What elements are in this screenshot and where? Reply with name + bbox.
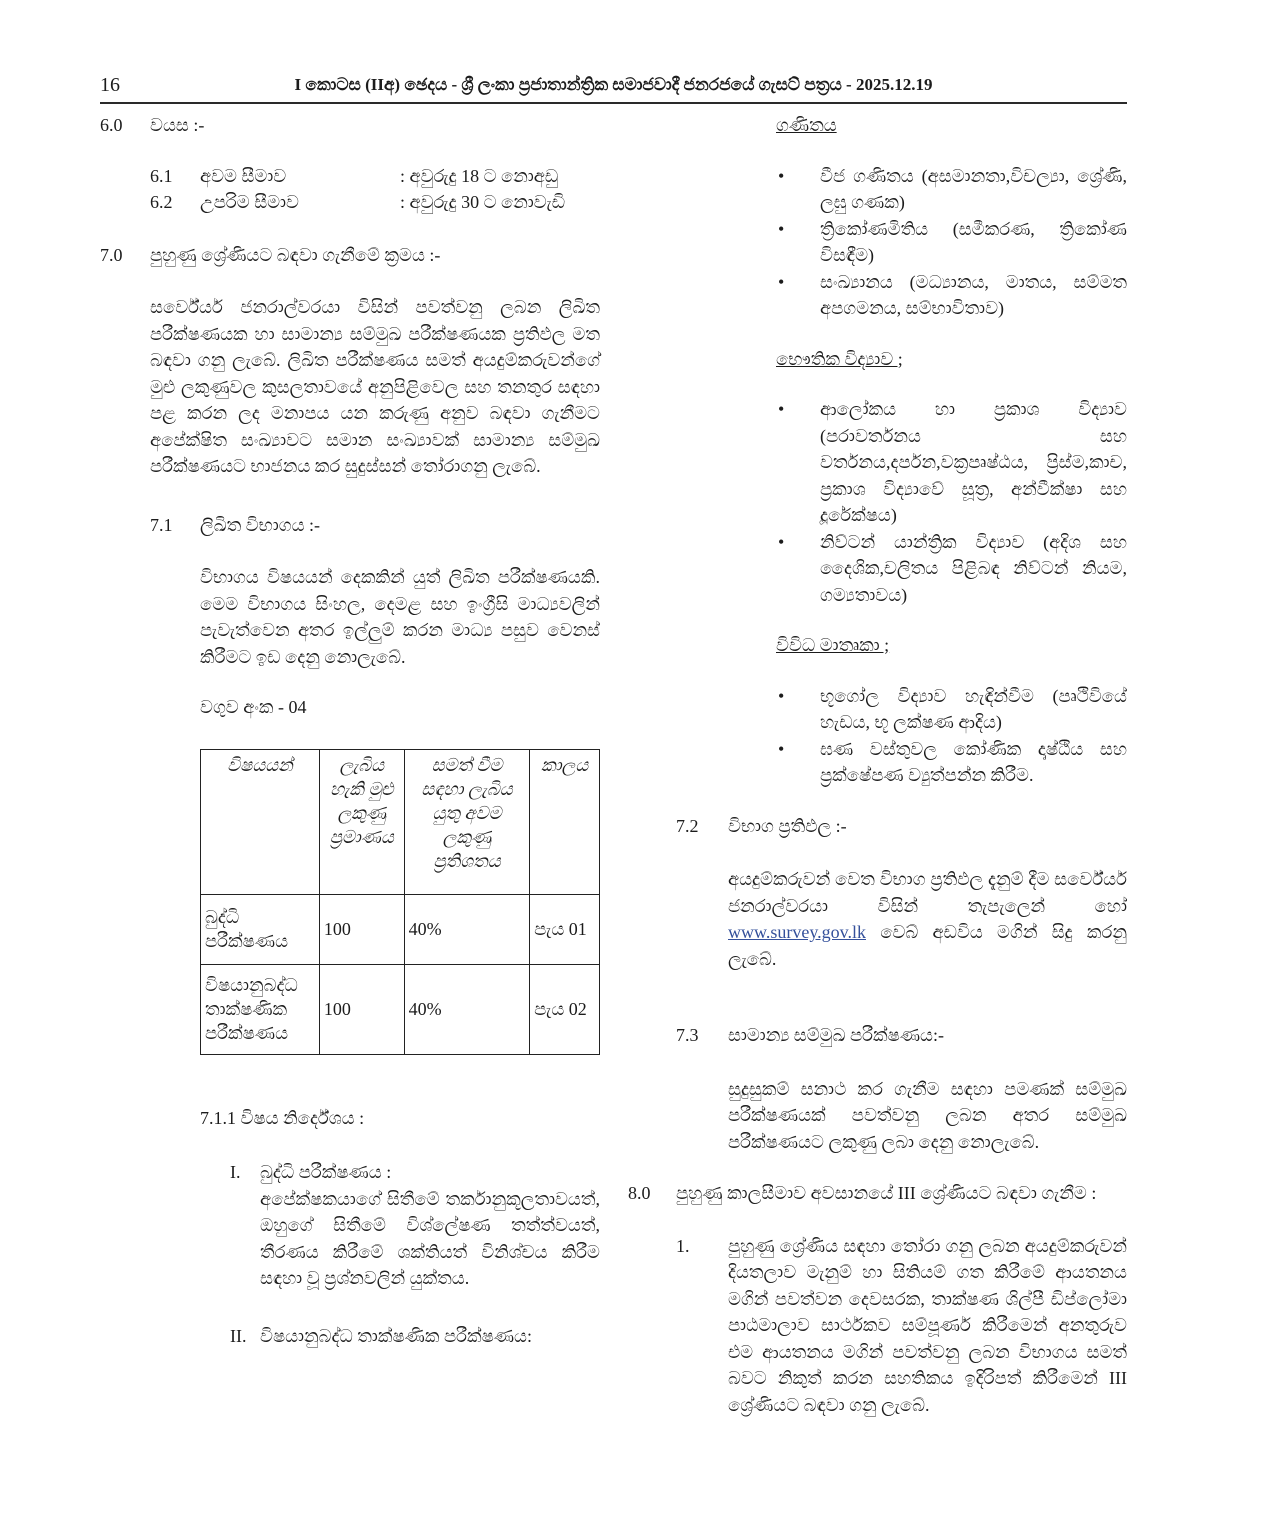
item-value: : අවුරුදු 18 ට නොඅඩු <box>400 165 559 186</box>
age-limit-row <box>150 189 600 216</box>
list-item: • ආලෝකය හා ප්‍රකාශ විද්‍යාව (පරාවර්තනය සහ වර්තනය,දර්පන,වක්‍රපෘෂ්ඨය, ප්‍රිස්ම,කාච, ප්‍රකාශ විද්‍යාවේ සූත්‍ර, අන්වීක්ෂා සහ දූරේක්ෂය) <box>620 396 1127 529</box>
item-value: : අවුරුදු 30 ට නොවැඩි <box>400 192 566 212</box>
table-cell: 100 <box>319 894 404 964</box>
item-title: විෂයානුබද්ධ තාක්ෂණික පරීක්ෂණය: <box>260 1325 532 1346</box>
body-text: අයදුම්කරුවන් වෙත විභාග ප්‍රතිඵල දැනුම් දීම සර්වේයර් ජනරාල්වරයා විසින් තැපැලෙන් හෝ <box>728 869 1127 916</box>
item-label: අවම සීමාව <box>200 165 287 186</box>
table-header-row <box>201 749 600 894</box>
section-number: 8.0 <box>628 1183 651 1203</box>
section-title: පුහුණු ශ්‍රේණියට බඳවා ගැනීමේ ක්‍රමය :- <box>150 244 441 265</box>
section-title: විභාග ප්‍රතිඵල :- <box>728 815 847 836</box>
table-cell: 40% <box>404 894 529 964</box>
section-8-heading <box>620 1180 1127 1207</box>
syllabus-item-body: අපේක්ෂකයාගේ සිතීමේ තර්කානුකූලතාවයත්, ඔහුගේ සිතීමේ විශ්ලේෂණ තත්ත්වයත්, තීරණය කිරීමේ ශක්තියත් විනිශ්චය කිරීම සඳහා වූ ප්‍රශ්නවලින් යුක්තය. <box>260 1188 600 1288</box>
syllabus-item-heading <box>230 1323 600 1350</box>
section-7-heading <box>100 242 600 269</box>
table-caption: වගුව අංක - 04 <box>200 697 307 717</box>
age-limits <box>100 163 600 216</box>
table-cell: විෂයානුබද්ධ තාක්ෂණික පරීක්ෂණය <box>201 964 320 1054</box>
section-title: පුහුණු කාලසීමාව අවසානයේ III ශ්‍රේණියට බඳවා ගැනීම : <box>676 1183 1097 1203</box>
syllabus-item-heading <box>230 1159 600 1186</box>
section-8-item <box>620 1233 1127 1419</box>
section-number: 7.3 <box>676 1025 699 1045</box>
table-cell: පැය 02 <box>530 964 600 1054</box>
item-number: I. <box>230 1162 241 1182</box>
section-7-2-heading <box>620 813 1127 840</box>
section-7-1-heading <box>100 512 600 539</box>
section-number: 7.1 <box>150 514 173 535</box>
section-7-3-body: සුදුසුකම් සනාථ කර ගැනීම සඳහා පමණක් සම්මුඛ පරීක්ෂණයක් පවත්වනු ලබන අතර සම්මුඛ පරීක්ෂණයට ලකුණු ලබා දෙනු නොලැබේ. <box>728 1078 1127 1152</box>
subject-heading-text: විවිධ මාතෘකා ; <box>776 635 890 655</box>
subject-heading <box>620 632 1127 659</box>
exam-table <box>200 749 600 1055</box>
section-7-1-1-heading: 7.1.1 විෂය නිර්දේශය : <box>200 1107 365 1128</box>
list-item: • ඝණ වස්තුවල කෝණික දෘෂ්ඨිය සහ ප්‍රක්ෂේපණ ව්‍යුත්පන්න කිරීම. <box>620 736 1127 789</box>
topic-list <box>620 683 1127 789</box>
section-title: වයස :- <box>150 115 205 135</box>
table-row <box>201 964 600 1054</box>
item-number: 6.1 <box>150 165 173 186</box>
table-cell: පැය 01 <box>530 894 600 964</box>
survey-website-link[interactable]: www.survey.gov.lk <box>728 922 866 942</box>
page-number: 16 <box>100 74 120 96</box>
column-header: විෂයයන් <box>201 749 320 894</box>
table-cell: 100 <box>319 964 404 1054</box>
page-header <box>100 72 1127 104</box>
section-number: 7.2 <box>676 815 699 836</box>
section-7-1-body: විභාගය විෂයයන් දෙකකින් යුත් ලිඛිත පරීක්ෂණයකි. මෙම විභාගය සිංහල, දෙමළ සහ ඉංග්‍රීසි මාධ්‍යවලින් පැවැත්වෙන අතර ඉල්ලුම් කරන මාධ්‍ය පසුව වෙනස් කිරීමට ඉඩ දෙනු නොලැබේ. <box>200 567 600 667</box>
list-item: • වීජ ගණිතය (අසමානතා,විචල්‍යා, ශ්‍රේණි, ලඝු ගණක) <box>620 163 1127 216</box>
list-item: • සංඛ්‍යානය (මධ්‍යානය, මාතය, සම්මත අපගමනය, සම්භාවිතාව) <box>620 269 1127 322</box>
column-header: සමත් වීම සඳහා ලැබිය යුතු අවම ලකුණු ප්‍රතිශතය <box>404 749 529 894</box>
section-7-2-body <box>620 866 1127 972</box>
age-limit-row <box>150 163 600 190</box>
table-row <box>201 894 600 964</box>
item-body: පුහුණු ශ්‍රේණිය සඳහා තෝරා ගනු ලබන අයදුම්කරුවන් දියතලාව මැනුම් හා සිතියම් ගත කිරීමේ ආයතනය මගින් පවත්වන දෙවසරක, තාක්ෂණ ශිල්පී ඩිප්ලෝමා පාඨමාලාව සාර්ථකව සම්පූර්ණ කිරීමෙන් අනතුරුව එම ආයතනය මගින් පවත්වනු ලබන විභාගය සමත් බවට නිකුත් කරන සහතිකය ඉදිරිපත් කිරීමෙන් III ශ්‍රේණියට බඳවා ගනු ලැබේ. <box>728 1235 1127 1415</box>
syllabus-item <box>100 1159 600 1186</box>
table-cell: බුද්ධි පරීක්ෂණය <box>201 894 320 964</box>
subject-heading <box>620 346 1127 373</box>
topic-list <box>620 163 1127 322</box>
section-title: ලිඛිත විභාගය :- <box>200 514 321 535</box>
item-number: 1. <box>676 1235 690 1256</box>
column-header: කාලය <box>530 749 600 894</box>
section-number: 7.0 <box>100 244 123 265</box>
section-title: සාමාන්‍ය සම්මුඛ පරීක්ෂණය:- <box>728 1025 944 1045</box>
topic-list <box>620 396 1127 608</box>
list-item: • නිව්ටන් යාන්ත්‍රික විද්‍යාව (අදිශ සහ දෛශික,චලිතය පිළිබඳ නිව්ටන් නියම, ගම්‍යතාවය) <box>620 529 1127 609</box>
item-number: 6.2 <box>150 192 173 212</box>
item-title: බුද්ධි පරීක්ෂණය : <box>260 1162 392 1182</box>
subject-heading-text: ගණිතය <box>776 115 837 135</box>
section-7-3-heading <box>620 1022 1127 1049</box>
table-cell: 40% <box>404 964 529 1054</box>
subject-heading-text: භෞතික විද්‍යාව ; <box>776 348 903 369</box>
item-label: උපරිම සීමාව <box>200 192 299 212</box>
section-7-body: සර්වේයර් ජනරාල්වරයා විසින් පවත්වනු ලබන ලිඛිත පරීක්ෂණයක හා සාමාන්‍ය සම්මුඛ පරීක්ෂණයක ප්‍රතිඵල මත බඳවා ගනු ලැබේ. ලිඛිත පරීක්ෂණය සමත් අයදුම්කරුවන්ගේ මුළු ලකුණුවල කුසලතාවයේ අනුපිළිවෙල සහ තනතුර සඳහා පළ කරන ලද මනාපය යන කරුණු අනුව බඳවා ගැනීමට අපේක්ෂිත සංඛ්‍යාවට සමාන සංඛ්‍යාවක් සාමාන්‍ය සම්මුඛ පරීක්ෂණයට භාජනය කර සුදුස්සන් තෝරාගනු ලැබේ. <box>150 297 600 476</box>
left-column <box>100 112 600 1349</box>
column-header: ලැබිය හැකි මුළු ලකුණු ප්‍රමාණය <box>319 749 404 894</box>
item-number: II. <box>230 1325 247 1346</box>
right-column <box>620 112 1127 1418</box>
gazette-title: I කොටස (IIඅ) ඡෙදය - ශ්‍රී ලංකා ප්‍රජාතාන්ත්‍රික සමාජවාදී ජනරජයේ ගැසට් පත්‍රය - 2025.12.19 <box>294 75 933 94</box>
body-text: වෙබ් අඩවිය මගින් සිදු කරනු ලැබේ. <box>728 922 1127 969</box>
syllabus-item <box>100 1323 600 1350</box>
section-number: 6.0 <box>100 115 123 135</box>
list-item: • ත්‍රිකෝණමිතිය (සමීකරණ, ත්‍රිකෝණ විසඳීම) <box>620 216 1127 269</box>
list-item: • භූගෝල විද්‍යාව හැඳින්වීම (පෘථිවියේ හැඩය, භූ ලක්ෂණ ආදිය) <box>620 683 1127 736</box>
subject-heading <box>620 112 1127 139</box>
section-6-heading <box>100 112 600 139</box>
